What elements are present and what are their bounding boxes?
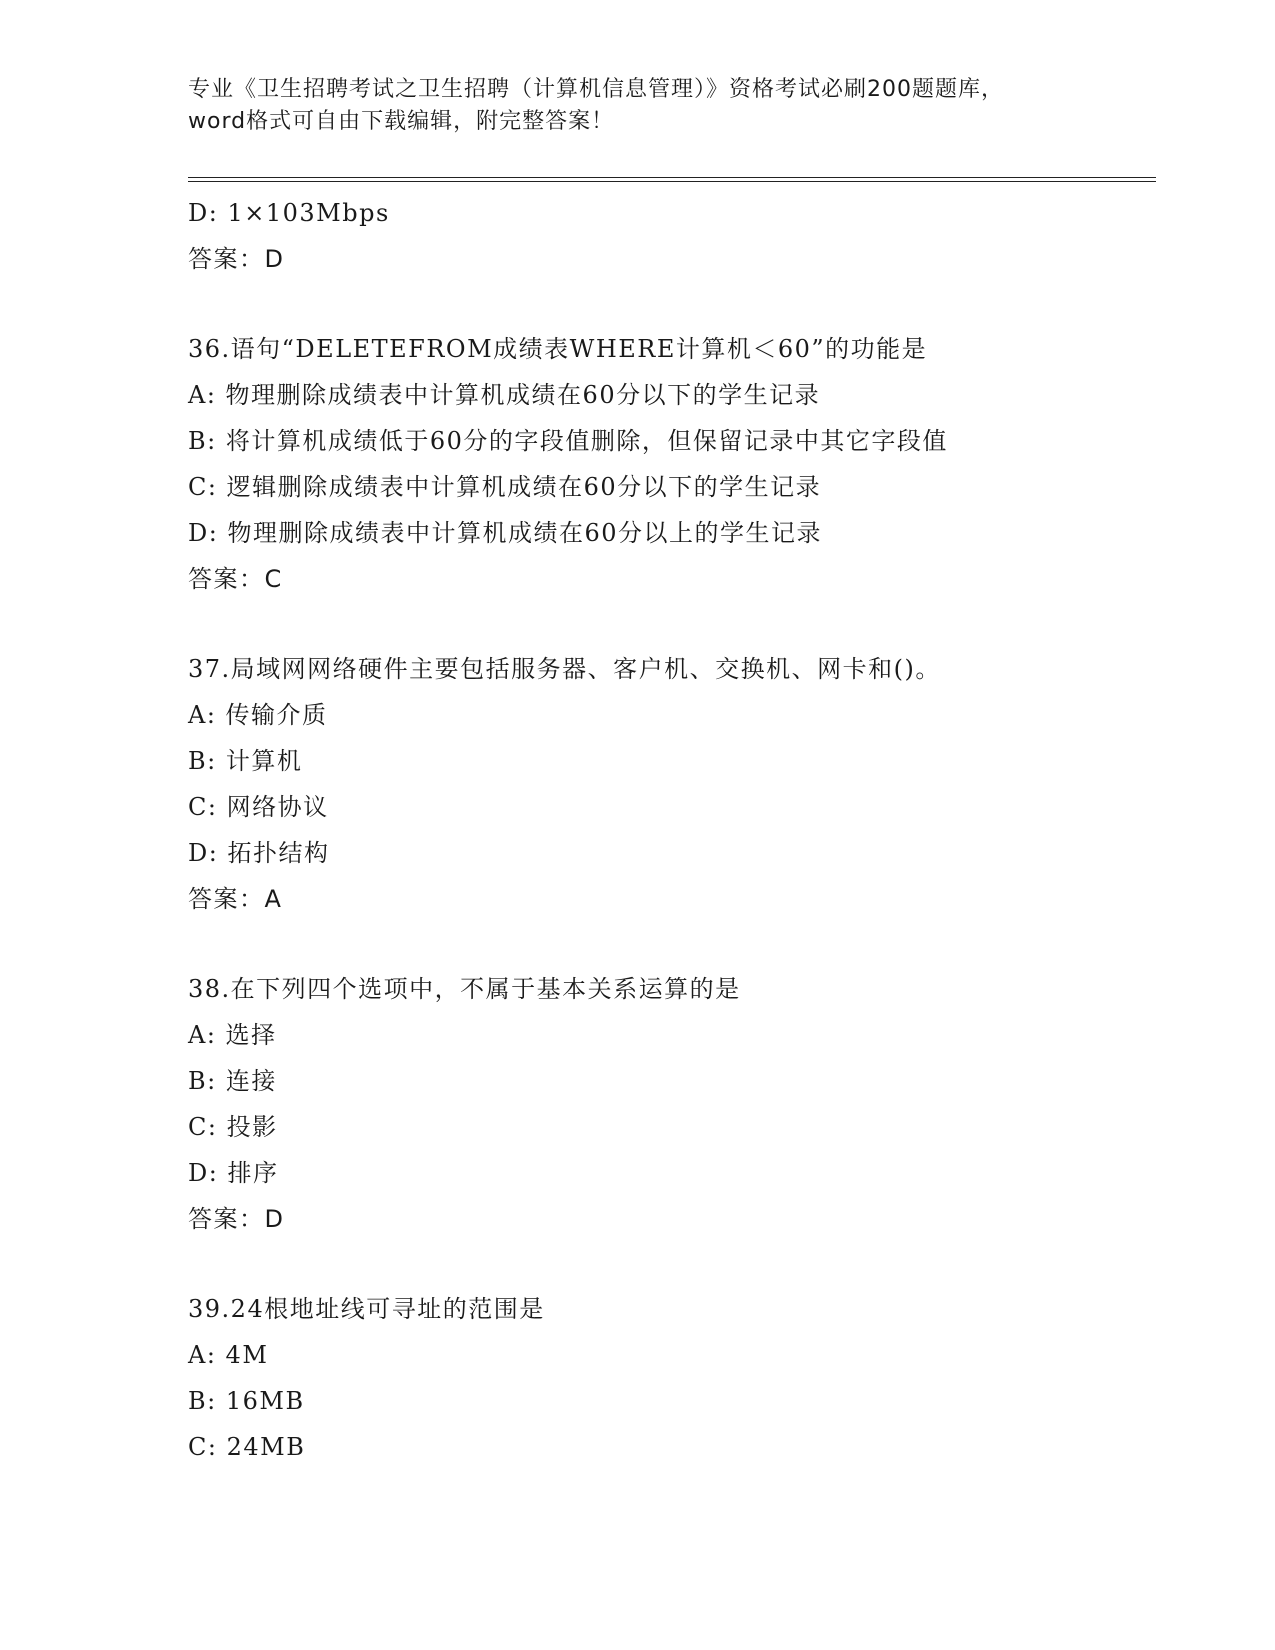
option-d: D: 1×103Mbps	[188, 199, 390, 227]
answer-line: 答案：D	[188, 1205, 285, 1233]
option-b: B: 连接	[188, 1067, 277, 1095]
question-39	[188, 1286, 1156, 1470]
question-38	[188, 966, 1156, 1242]
option-b: B: 将计算机成绩低于60分的字段值删除，但保留记录中其它字段值	[188, 427, 948, 455]
question-stem: 37.局域网网络硬件主要包括服务器、客户机、交换机、网卡和()。	[188, 655, 941, 683]
option-a: A: 传输介质	[188, 701, 328, 729]
question-37	[188, 646, 1156, 922]
answer-line: 答案：A	[188, 885, 283, 913]
question-stem: 39.24根地址线可寻址的范围是	[188, 1295, 545, 1323]
option-c: C: 投影	[188, 1113, 278, 1141]
question-36	[188, 326, 1156, 602]
answer-line: 答案：C	[188, 565, 283, 593]
answer-line: 答案：D	[188, 245, 285, 273]
option-b: B: 16MB	[188, 1387, 305, 1415]
question-stem: 38.在下列四个选项中，不属于基本关系运算的是	[188, 975, 741, 1003]
option-a: A: 物理删除成绩表中计算机成绩在60分以下的学生记录	[188, 381, 821, 409]
header-divider	[188, 177, 1156, 182]
option-b: B: 计算机	[188, 747, 303, 775]
option-a: A: 选择	[188, 1021, 277, 1049]
document-header	[188, 74, 1088, 138]
option-c: C: 网络协议	[188, 793, 329, 821]
option-c: C: 24MB	[188, 1433, 306, 1461]
option-d: D: 物理删除成绩表中计算机成绩在60分以上的学生记录	[188, 519, 822, 547]
option-d: D: 拓扑结构	[188, 839, 330, 867]
option-a: A: 4M	[188, 1341, 269, 1369]
question-stem: 36.语句“DELETEFROM成绩表WHERE计算机＜60”的功能是	[188, 335, 928, 363]
question-list	[188, 190, 1156, 1470]
option-c: C: 逻辑删除成绩表中计算机成绩在60分以下的学生记录	[188, 473, 822, 501]
option-d: D: 排序	[188, 1159, 279, 1187]
header-title-line-2: word格式可自由下载编辑，附完整答案！	[188, 109, 615, 134]
header-title-line-1: 专业《卫生招聘考试之卫生招聘（计算机信息管理）》资格考试必刷200题题库，	[188, 77, 1004, 102]
previous-question-tail	[188, 190, 1156, 282]
